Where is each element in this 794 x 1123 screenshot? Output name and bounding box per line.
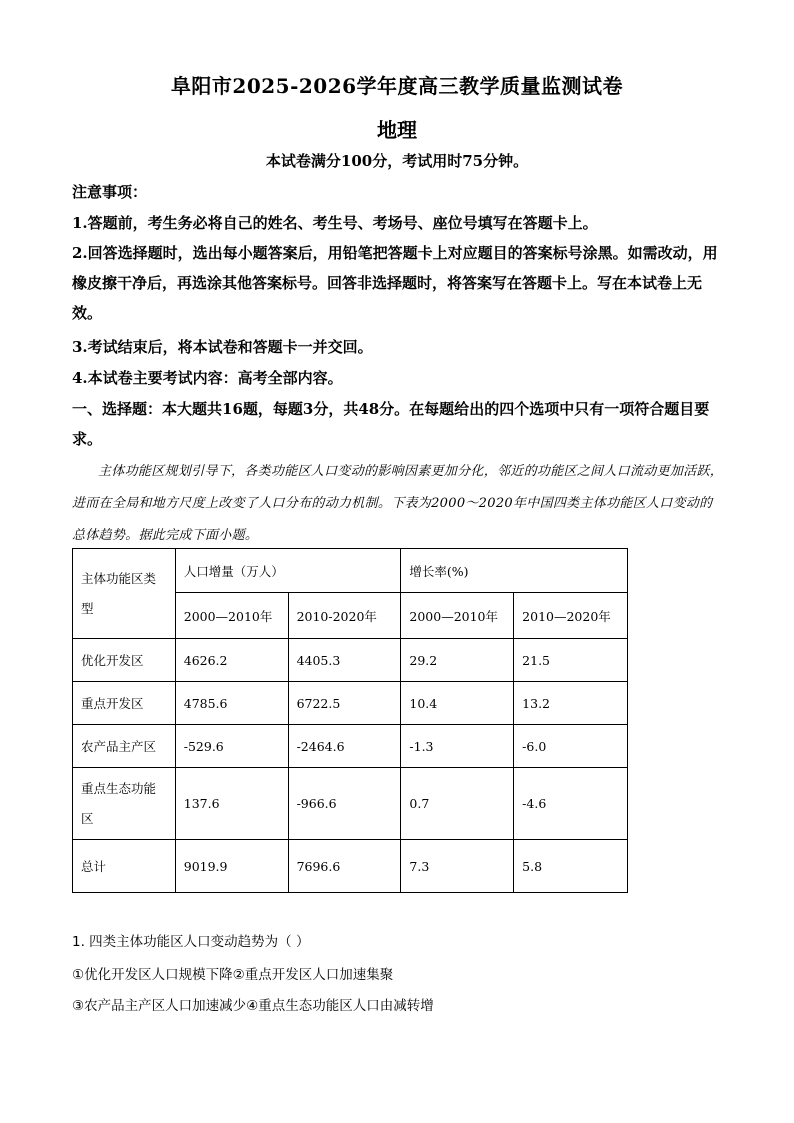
table-cell: 5.8 (514, 840, 628, 893)
notice-item-1: 1.答题前，考生务必将自己的姓名、考生号、考场号、座位号填写在答题卡上。 (72, 214, 598, 232)
header-cell-period: 2010—2020年 (514, 593, 628, 639)
table-cell: 优化开发区 (73, 639, 176, 682)
table-cell: -529.6 (175, 725, 288, 768)
score-time-note: 本试卷满分100分，考试用时75分钟。 (265, 152, 529, 170)
reading-passage-text: 主体功能区规划引导下，各类功能区人口变动的影响因素更加分化，邻近的功能区之间人口流动更加活跃，进而在全局和地方尺度上改变了人口分布的动力机制。下表为2000～2020年中国四类主体功能区人口变动的总体趋势。据此完成下面小题。 (72, 464, 724, 543)
table-cell: -1.3 (401, 725, 514, 768)
reading-passage (72, 456, 724, 552)
table-cell: 29.2 (401, 639, 514, 682)
section-heading: 一、选择题：本大题共16题，每题3分，共48分。在每题给出的四个选项中只有一项符合题目要求。 (72, 400, 710, 448)
header-cell-rate: 增长率(%) (401, 549, 628, 593)
notice-item-2: 2.回答选择题时，选出每小题答案后，用铅笔把答题卡上对应题目的答案标号涂黑。如需改动，用橡皮擦干净后，再选涂其他答案标号。回答非选择题时，将答案写在答题卡上。写在本试卷上无效。 (72, 244, 718, 322)
header-cell-increase: 人口增量（万人） (175, 549, 401, 593)
table-row (73, 840, 628, 893)
table-row (73, 682, 628, 725)
table-cell: 农产品主产区 (73, 725, 176, 768)
table-row (73, 768, 628, 840)
table-cell: 重点生态功能区 (73, 768, 176, 840)
table-cell: -4.6 (514, 768, 628, 840)
table-cell: 4785.6 (175, 682, 288, 725)
table-cell: 13.2 (514, 682, 628, 725)
notice-item-3: 3.考试结束后，将本试卷和答题卡一并交回。 (72, 338, 373, 356)
table-cell: -6.0 (514, 725, 628, 768)
table-cell: 重点开发区 (73, 682, 176, 725)
question-options-line-1: ①优化开发区人口规模下降②重点开发区人口加速集聚 (72, 967, 394, 983)
table-cell: -966.6 (288, 768, 401, 840)
table-row (73, 725, 628, 768)
question-options-line-2: ③农产品主产区人口加速减少④重点生态功能区人口由减转增 (72, 998, 434, 1014)
table-cell: 7.3 (401, 840, 514, 893)
table-cell: 0.7 (401, 768, 514, 840)
table-cell: 9019.9 (175, 840, 288, 893)
header-cell-type: 主体功能区类型 (73, 549, 176, 639)
table-cell: 10.4 (401, 682, 514, 725)
table-cell: 6722.5 (288, 682, 401, 725)
header-cell-period: 2000—2010年 (175, 593, 288, 639)
table-cell: 总计 (73, 840, 176, 893)
table-header-row-1 (73, 549, 628, 593)
table-row (73, 639, 628, 682)
table-cell: 4626.2 (175, 639, 288, 682)
header-cell-period: 2000—2010年 (401, 593, 514, 639)
notices-heading: 注意事项： (72, 183, 148, 201)
question-stem: 1. 四类主体功能区人口变动趋势为（ ） (72, 934, 310, 950)
notice-item-4: 4.本试卷主要考试内容：高考全部内容。 (72, 369, 343, 387)
table-cell: 7696.6 (288, 840, 401, 893)
table-cell: 137.6 (175, 768, 288, 840)
exam-title: 阜阳市2025-2026学年度高三教学质量监测试卷 (170, 74, 624, 98)
table-cell: -2464.6 (288, 725, 401, 768)
subject-heading: 地理 (377, 118, 417, 142)
table-cell: 4405.3 (288, 639, 401, 682)
table-cell: 21.5 (514, 639, 628, 682)
header-cell-period: 2010-2020年 (288, 593, 401, 639)
population-table (72, 548, 628, 893)
